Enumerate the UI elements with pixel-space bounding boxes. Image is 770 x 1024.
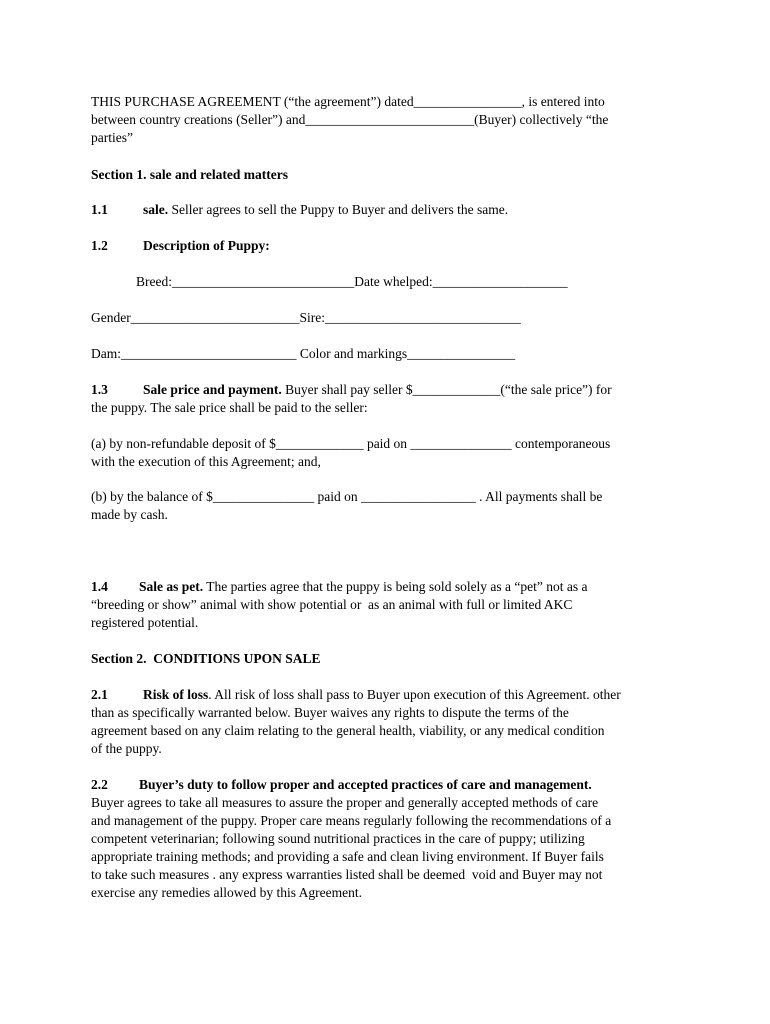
clause-text: The parties agree that the puppy is being sold solely as a “pet” not as a	[203, 579, 588, 594]
clause-title: sale.	[143, 202, 169, 217]
clause-title: Description of Puppy:	[143, 238, 270, 253]
clause-text: of the puppy.	[91, 741, 162, 756]
balance-line: (b) by the balance of $_______________ paid on _________________ . All payments shall be	[91, 489, 603, 504]
clause-number: 1.3	[91, 382, 108, 397]
clause-number: 1.1	[91, 202, 108, 217]
section-2-heading: Section 2. CONDITIONS UPON SALE	[91, 651, 321, 666]
clause-text: registered potential.	[91, 615, 199, 630]
deposit-line: with the execution of this Agreement; and,	[91, 454, 321, 469]
intro-line: parties”	[91, 130, 133, 145]
clause-text: Buyer shall pay seller $_____________(“the sale price”) for	[281, 382, 612, 397]
clause-title: Sale as pet.	[139, 579, 204, 594]
gender-sire-field: Gender_________________________Sire:_____________________________	[91, 310, 521, 325]
clause-1-4	[91, 578, 588, 596]
clause-text: than as specifically warranted below. Buyer waives any rights to dispute the terms of the	[91, 705, 569, 720]
deposit-line: (a) by non-refundable deposit of $_____________ paid on _______________ contemporaneous	[91, 436, 611, 451]
clause-text: to take such measures . any express warranties listed shall be deemed void and Buyer may not	[91, 867, 603, 882]
breed-field: Breed:___________________________Date whelped:____________________	[136, 274, 568, 289]
clause-text: competent veterinarian; following sound nutritional practices in the care of puppy; utilizing	[91, 831, 585, 846]
clause-text: “breeding or show” animal with show potential or as an animal with full or limited AKC	[91, 597, 573, 612]
clause-text: the puppy. The sale price shall be paid to the seller:	[91, 400, 368, 415]
clause-text: exercise any remedies allowed by this Agreement.	[91, 885, 363, 900]
clause-title: Risk of loss	[143, 687, 209, 702]
clause-title: Sale price and payment.	[143, 382, 282, 397]
clause-text: agreement based on any claim relating to the general health, viability, or any medical condition	[91, 723, 605, 738]
clause-text: . All risk of loss shall pass to Buyer upon execution of this Agreement. other	[208, 687, 621, 702]
intro-line: between country creations (Seller”) and_________________________(Buyer) collectively “the	[91, 112, 609, 127]
clause-number: 2.1	[91, 687, 108, 702]
clause-text: appropriate training methods; and providing a safe and clean living environment. If Buyer fails	[91, 849, 604, 864]
clause-2-1	[91, 686, 621, 704]
clause-1-2	[91, 237, 270, 255]
clause-number: 1.4	[91, 579, 108, 594]
clause-1-1	[91, 201, 508, 219]
intro-line: THIS PURCHASE AGREEMENT (“the agreement”) dated________________, is entered into	[91, 94, 605, 109]
section-1-heading: Section 1. sale and related matters	[91, 167, 288, 182]
clause-text: Buyer agrees to take all measures to assure the proper and generally accepted methods of care	[91, 795, 599, 810]
clause-text: and management of the puppy. Proper care means regularly following the recommendations of a	[91, 813, 612, 828]
balance-line: made by cash.	[91, 507, 168, 522]
clause-2-2	[91, 776, 592, 794]
clause-title: Buyer’s duty to follow proper and accepted practices of care and management.	[139, 777, 592, 792]
dam-color-field: Dam:__________________________ Color and markings________________	[91, 346, 516, 361]
clause-number: 1.2	[91, 238, 108, 253]
clause-number: 2.2	[91, 777, 108, 792]
clause-text: Seller agrees to sell the Puppy to Buyer and delivers the same.	[168, 202, 509, 217]
clause-1-3	[91, 381, 612, 399]
